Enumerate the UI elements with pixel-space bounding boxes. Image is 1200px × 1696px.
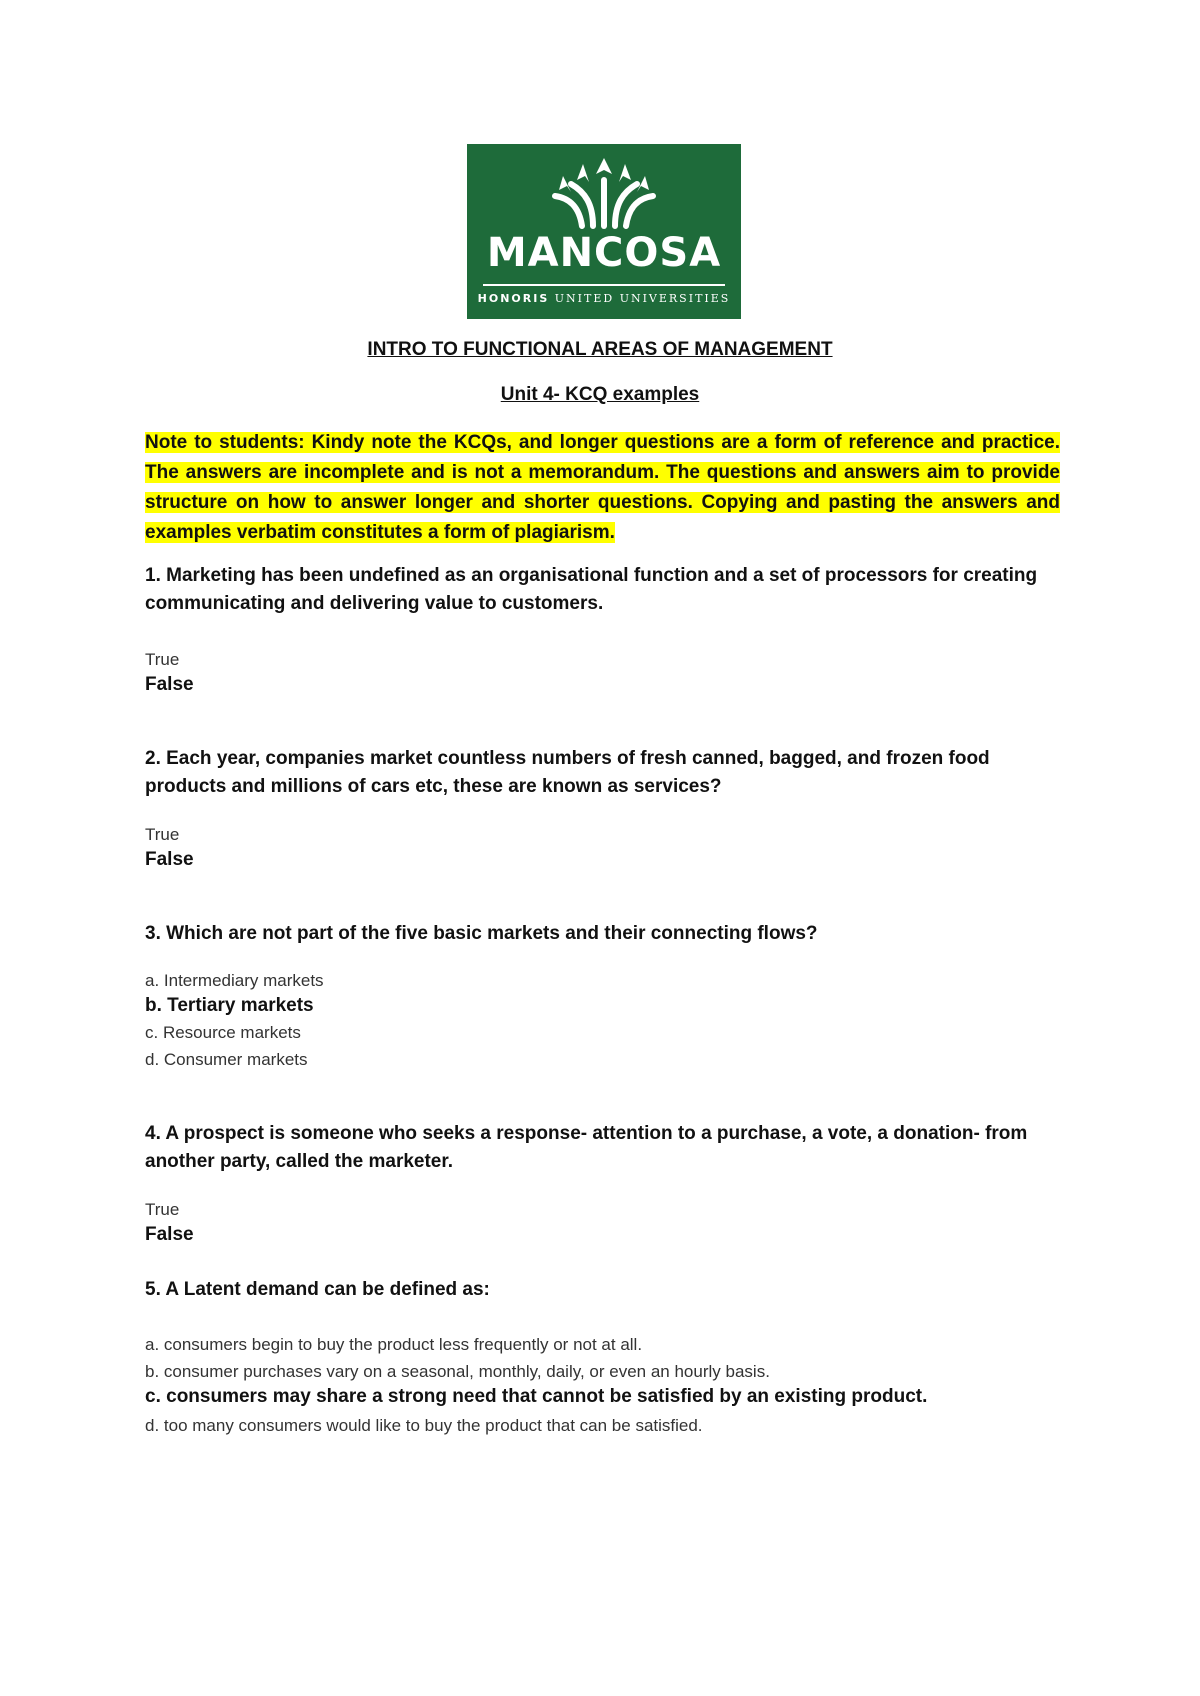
note-to-students bbox=[145, 428, 1060, 548]
question-5: 5. A Latent demand can be defined as: bbox=[145, 1279, 490, 1300]
tree-emblem-icon bbox=[467, 144, 741, 234]
question-1: 1. Marketing has been undefined as an organisational function and a set of processors for creating communicating and delivering value to customers. bbox=[145, 565, 1038, 614]
q2-option-true: True bbox=[145, 825, 180, 844]
question-3: 3. Which are not part of the five basic markets and their connecting flows? bbox=[145, 923, 818, 944]
q3-option-c: c. Resource markets bbox=[145, 1023, 301, 1042]
q3-option-d: d. Consumer markets bbox=[145, 1050, 308, 1069]
question-2: 2. Each year, companies market countless numbers of fresh canned, bagged, and frozen food products and millions of cars etc, these are known as services? bbox=[145, 748, 990, 797]
q1-option-false-correct: False bbox=[145, 674, 194, 695]
q5-option-d: d. too many consumers would like to buy the product that can be satisfied. bbox=[145, 1416, 703, 1435]
q5-option-a: a. consumers begin to buy the product less frequently or not at all. bbox=[145, 1335, 643, 1354]
logo-subtitle: HONORIS UNITED UNIVERSITIES bbox=[477, 292, 731, 305]
highlighted-note-text: Note to students: Kindy note the KCQs, and longer questions are a form of reference and practice. The answers are incomplete and is not a memorandum. The questions and answers aim to provide structure on how to answer longer and shorter questions. Copying and pasting the answers and examples verbatim constitutes a form of plagiarism. bbox=[145, 432, 1060, 543]
q3-option-a: a. Intermediary markets bbox=[145, 971, 324, 990]
q4-option-true: True bbox=[145, 1200, 180, 1219]
document-title: INTRO TO FUNCTIONAL AREAS OF MANAGEMENT bbox=[367, 339, 833, 360]
document-subtitle: Unit 4- KCQ examples bbox=[500, 384, 700, 405]
logo-divider bbox=[483, 284, 725, 286]
question-4: 4. A prospect is someone who seeks a response- attention to a purchase, a vote, a donation- from another party, called the marketer. bbox=[145, 1123, 1028, 1172]
q3-option-b-correct: b. Tertiary markets bbox=[145, 995, 314, 1016]
mancosa-logo bbox=[467, 144, 741, 319]
logo-wordmark: MANCOSA bbox=[486, 230, 722, 276]
q4-option-false-correct: False bbox=[145, 1224, 194, 1245]
q5-option-b: b. consumer purchases vary on a seasonal, monthly, daily, or even an hourly basis. bbox=[145, 1362, 770, 1381]
q2-option-false-correct: False bbox=[145, 849, 194, 870]
q1-option-true: True bbox=[145, 650, 180, 669]
q5-option-c-correct: c. consumers may share a strong need that cannot be satisfied by an existing product. bbox=[145, 1386, 928, 1407]
